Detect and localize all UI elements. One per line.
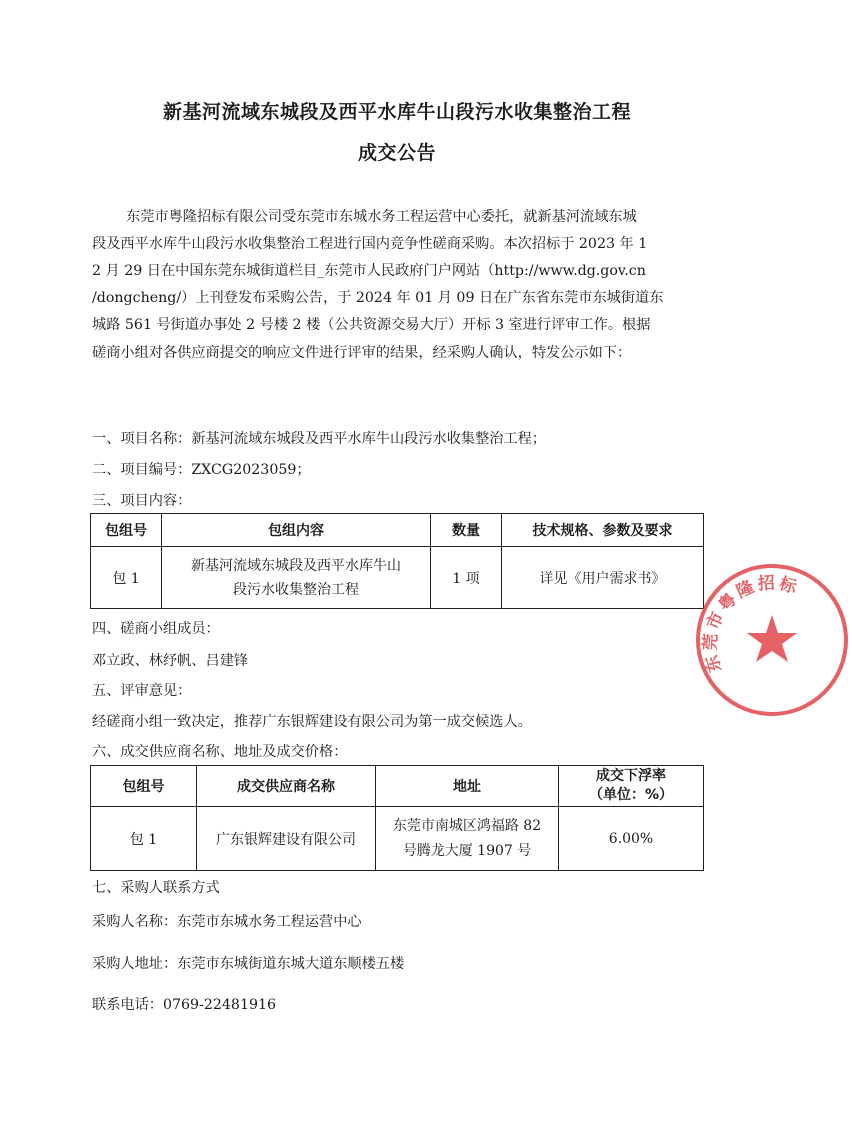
intro-line-1: 东莞市粤隆招标有限公司受东莞市东城水务工程运营中心委托，就新基河流域东城: [126, 209, 637, 225]
intro-line-2: 段及西平水库牛山段污水收集整治工程进行国内竞争性磋商采购。本次招标于 2023 年 1: [92, 236, 648, 252]
t2-cell-address-line1: 东莞市南城区鸿福路 82: [392, 817, 542, 834]
t1-header-content: 包组内容: [162, 514, 431, 547]
section-supplier-info: 六、成交供应商名称、地址及成交价格：: [92, 744, 348, 760]
seal-text-path: 东莞市粤隆招标: [700, 573, 802, 675]
t1-cell-qty: 1 项: [431, 547, 502, 609]
t1-header-spec: 技术规格、参数及要求: [502, 514, 704, 547]
t2-cell-pkg: 包 1: [91, 807, 197, 871]
seal-star-icon: [747, 615, 797, 662]
t2-header-rate: [559, 766, 704, 807]
intro-line-6: 磋商小组对各供应商提交的响应文件进行评审的结果，经采购人确认，特发公示如下：: [92, 345, 632, 361]
t2-header-rate-line2: （单位：%）: [588, 787, 674, 803]
buyer-phone: 联系电话：0769-22481916: [92, 997, 277, 1013]
t1-cell-content-line2: 段污水收集整治工程: [233, 581, 359, 598]
buyer-address: 采购人地址：东莞市东城街道东城大道东顺楼五楼: [92, 956, 405, 972]
company-seal-stamp: [692, 560, 852, 720]
section-buyer-contact: 七、采购人联系方式: [92, 880, 220, 896]
t2-header-supplier: 成交供应商名称: [197, 766, 376, 807]
t1-header-pkg: 包组号: [91, 514, 162, 547]
section-panel-members: 四、磋商小组成员：: [92, 621, 220, 637]
t2-cell-rate: 6.00%: [559, 807, 704, 871]
supplier-table: [90, 765, 704, 871]
document-title: 新基河流域东城段及西平水库牛山段污水收集整治工程: [162, 101, 631, 123]
t2-cell-address-line2: 号腾龙大厦 1907 号: [402, 842, 532, 859]
t1-cell-content-line1: 新基河流域东城段及西平水库牛山: [191, 557, 401, 574]
buyer-name: 采购人名称：东莞市东城水务工程运营中心: [92, 914, 362, 930]
section-project-number: 二、项目编号：ZXCG2023059；: [92, 462, 311, 478]
intro-line-3: 2 月 29 日在中国东莞东城街道栏目_东莞市人民政府门户网站（http://www.dg.gov.cn: [92, 263, 646, 279]
intro-line-4: /dongcheng/）上刊登发布采购公告，于 2024 年 01 月 09 日在广东省东莞市东城街道东: [92, 290, 664, 306]
t1-header-qty: 数量: [431, 514, 502, 547]
t2-header-pkg: 包组号: [91, 766, 197, 807]
t1-cell-pkg: 包 1: [91, 547, 162, 609]
t1-cell-content: [162, 547, 431, 609]
section-project-name: 一、项目名称：新基河流域东城段及西平水库牛山段污水收集整治工程；: [92, 431, 547, 447]
project-content-table: [90, 513, 704, 609]
section-review-opinion: 五、评审意见：: [92, 683, 192, 699]
t2-header-rate-line1: 成交下浮率: [596, 768, 666, 784]
intro-line-5: 城路 561 号街道办事处 2 号楼 2 楼（公共资源交易大厅）开标 3 室进行评审工作。根据: [92, 317, 651, 333]
t2-cell-supplier: 广东银辉建设有限公司: [197, 807, 376, 871]
t2-header-address: 地址: [376, 766, 559, 807]
document-subtitle: 成交公告: [357, 142, 436, 164]
section-project-content: 三、项目内容：: [92, 493, 192, 509]
review-opinion: 经磋商小组一致决定，推荐广东银辉建设有限公司为第一成交候选人。: [92, 714, 532, 730]
panel-members: 邓立政、林纾帆、吕建锋: [92, 653, 249, 669]
t1-cell-spec: 详见《用户需求书》: [502, 547, 704, 609]
t2-cell-address: [376, 807, 559, 871]
